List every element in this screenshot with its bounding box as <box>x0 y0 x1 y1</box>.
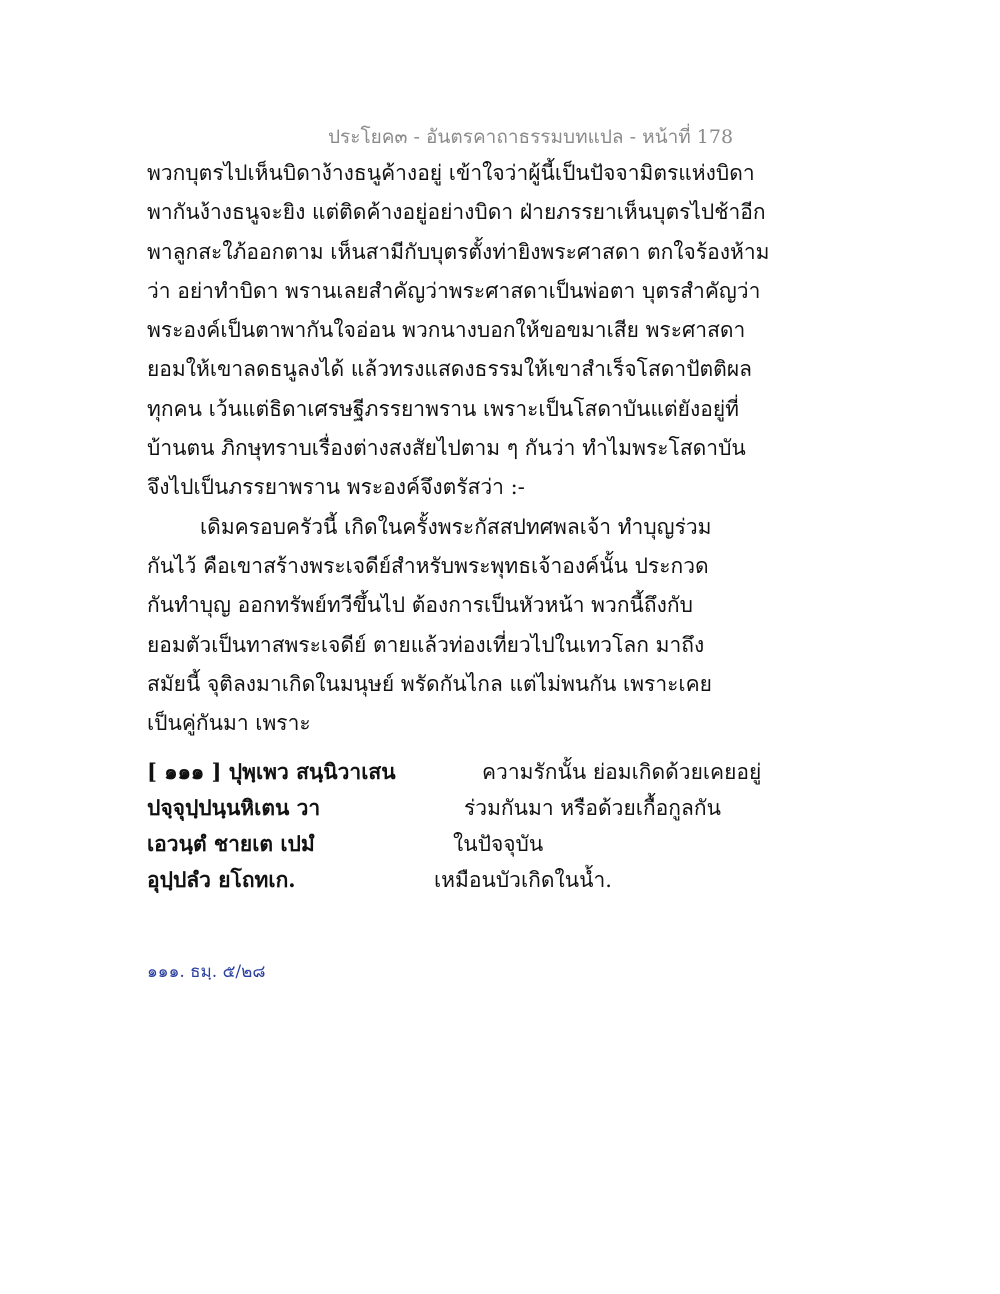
verse-thai: ร่วมกันมา หรือด้วยเกื้อกูลกัน <box>464 796 721 820</box>
verse-thai: เหมือนบัวเกิดในน้ำ. <box>434 868 612 892</box>
verse-line <box>147 862 867 898</box>
verse-pali: อุปฺปลํว ยโถทเก. <box>147 867 296 892</box>
paragraph-1-line: ยอมให้เขาลดธนูลงได้ แล้วทรงแสดงธรรมให้เขาสำเร็จโสดาปัตติผล <box>147 357 752 382</box>
verse-line <box>147 790 867 826</box>
paragraph-2-line: กันทำบุญ ออกทรัพย์ทวีขึ้นไป ต้องการเป็นหัวหน้า พวกนี้ถึงกับ <box>147 593 693 618</box>
paragraph-1-line: ทุกคน เว้นแต่ธิดาเศรษฐีภรรยาพราน เพราะเป็นโสดาบันแต่ยังอยู่ที่ <box>147 396 739 421</box>
verse-pali: ปจฺจุปฺปนฺนหิเตน วา <box>147 795 321 820</box>
verse-pali: เอวนฺตํ ชายเต เปมํ <box>147 831 315 856</box>
paragraph-1-line: พระองค์เป็นตาพากันใจอ่อน พวกนางบอกให้ขอขมาเสีย พระศาสดา <box>147 318 746 343</box>
verse-thai: ความรักนั้น ย่อมเกิดด้วยเคยอยู่ <box>482 760 762 784</box>
body-text <box>147 154 867 743</box>
paragraph-2-line: กันไว้ คือเขาสร้างพระเจดีย์สำหรับพระพุทธเจ้าองค์นั้น ประกวด <box>147 553 709 578</box>
page-header: ประโยค๓ - อันตรคาถาธรรมบทแปล - หน้าที่ 178 <box>328 126 734 148</box>
footnote: ๑๑๑. ธมฺ. ๕/๒๘ <box>147 962 266 982</box>
verse-line <box>147 754 867 790</box>
paragraph-2-line: ยอมตัวเป็นทาสพระเจดีย์ ตายแล้วท่องเที่ยวไปในเทวโลก มาถึง <box>147 632 705 657</box>
verse-pali: [ ๑๑๑ ] ปุพฺเพว สนฺนิวาเสน <box>147 759 396 784</box>
paragraph-1-line: พวกบุตรไปเห็นบิดาง้างธนูค้างอยู่ เข้าใจว่าผู้นี้เป็นปัจจามิตรแห่งบิดา <box>147 161 755 185</box>
paragraph-1-line: ว่า อย่าทำบิดา พรานเลยสำคัญว่าพระศาสดาเป็นพ่อตา บุตรสำคัญว่า <box>147 278 761 303</box>
paragraph-2-line: เป็นคู่กันมา เพราะ <box>147 711 311 736</box>
paragraph-1-line: บ้านตน ภิกษุทราบเรื่องต่างสงสัยไปตาม ๆ กันว่า ทำไมพระโสดาบัน <box>147 436 746 461</box>
paragraph-2-line: สมัยนี้ จุติลงมาเกิดในมนุษย์ พรัดกันไกล แต่ไม่พนกัน เพราะเคย <box>147 671 712 696</box>
paragraph-1-line: จึงไปเป็นภรรยาพราน พระองค์จึงตรัสว่า :- <box>147 475 525 500</box>
paragraph-2-line: เดิมครอบครัวนี้ เกิดในครั้งพระกัสสปทศพลเจ้า ทำบุญร่วม <box>200 514 712 539</box>
verse-thai: ในปัจจุบัน <box>453 832 544 856</box>
verse-block <box>147 754 867 898</box>
verse-line <box>147 826 867 862</box>
paragraph-1-line: พาลูกสะใภ้ออกตาม เห็นสามีกับบุตรตั้งท่ายิงพระศาสดา ตกใจร้องห้าม <box>147 239 770 264</box>
paragraph-1-line: พากันง้างธนูจะยิง แต่ติดค้างอยู่อย่างบิดา ฝ่ายภรรยาเห็นบุตรไปช้าอีก <box>147 200 766 225</box>
